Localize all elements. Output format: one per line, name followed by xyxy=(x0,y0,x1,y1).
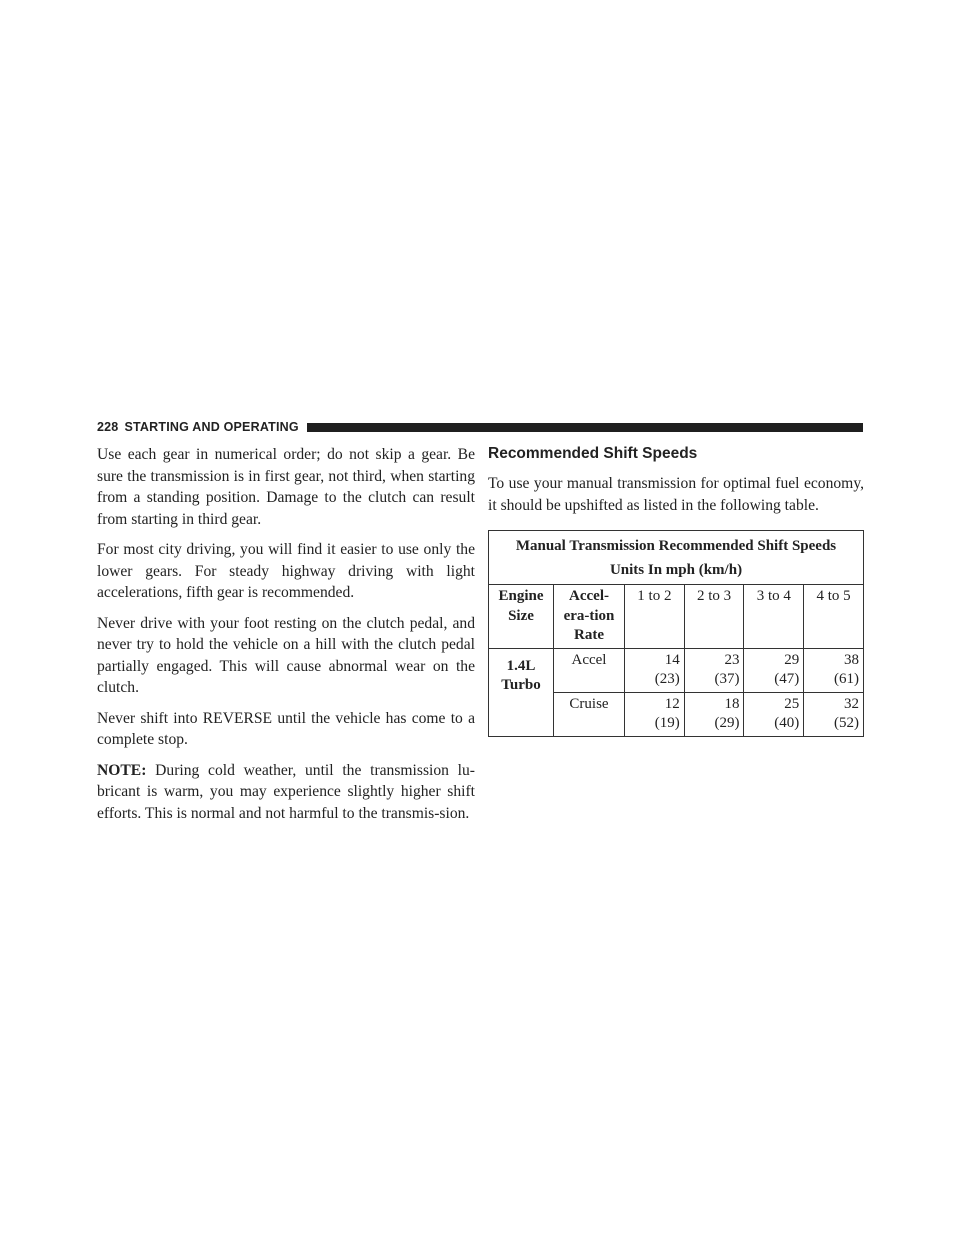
engine-cell: 1.4L Turbo xyxy=(489,648,554,736)
header-gear-1-2: 1 to 2 xyxy=(625,585,685,649)
rate-cell: Cruise xyxy=(554,692,625,736)
header-gear-3-4: 3 to 4 xyxy=(744,585,804,649)
value-cell: 12 (19) xyxy=(625,692,685,736)
page-header xyxy=(97,420,863,434)
header-acceleration-rate: Accel-era-tion Rate xyxy=(554,585,625,649)
paragraph: Use each gear in numerical order; do not skip a gear. Be sure the transmission is in first gear, not third, when starting from a standing position. Damage to the clutch can result from starting in third gear. xyxy=(97,446,475,528)
value-cell: 18 (29) xyxy=(684,692,744,736)
section-title: STARTING AND OPERATING xyxy=(124,420,299,434)
table-title: Manual Transmission Recommended Shift Speeds xyxy=(489,531,864,559)
value-cell: 23 (37) xyxy=(684,648,744,692)
header-gear-2-3: 2 to 3 xyxy=(684,585,744,649)
page-number: 228 xyxy=(97,420,119,434)
section-heading: Recommended Shift Speeds xyxy=(488,445,698,462)
shift-speed-table xyxy=(488,530,864,737)
value-cell: 32 (52) xyxy=(804,692,864,736)
note-label: NOTE: xyxy=(97,761,147,779)
table-row xyxy=(489,648,864,692)
table-units: Units In mph (km/h) xyxy=(489,559,864,585)
paragraph: Never shift into REVERSE until the vehicle has come to a complete stop. xyxy=(97,709,475,748)
intro-paragraph: To use your manual transmission for optimal fuel economy, it should be upshifted as listed in the following table. xyxy=(488,475,864,514)
value-cell: 25 (40) xyxy=(744,692,804,736)
value-cell: 38 (61) xyxy=(804,648,864,692)
paragraph: Never drive with your foot resting on the clutch pedal, and never try to hold the vehicle on a hill with the clutch pedal partially engaged. This will cause abnormal wear on the clutch. xyxy=(97,614,475,696)
header-engine-size: Engine Size xyxy=(489,585,554,649)
value-cell: 14 (23) xyxy=(625,648,685,692)
right-column xyxy=(488,444,864,737)
paragraph: For most city driving, you will find it easier to use only the lower gears. For steady highway driving with light accelerations, fifth gear is recommended. xyxy=(97,541,475,601)
table-header-row xyxy=(489,585,864,649)
note-paragraph xyxy=(97,760,475,825)
left-column xyxy=(97,444,475,833)
value-cell: 29 (47) xyxy=(744,648,804,692)
rate-cell: Accel xyxy=(554,648,625,692)
note-text: During cold weather, until the transmission lu-bricant is warm, you may experience slightly higher shift efforts. This is normal and not harmful to the transmis-sion. xyxy=(97,761,475,822)
header-rule xyxy=(307,423,863,432)
header-gear-4-5: 4 to 5 xyxy=(804,585,864,649)
